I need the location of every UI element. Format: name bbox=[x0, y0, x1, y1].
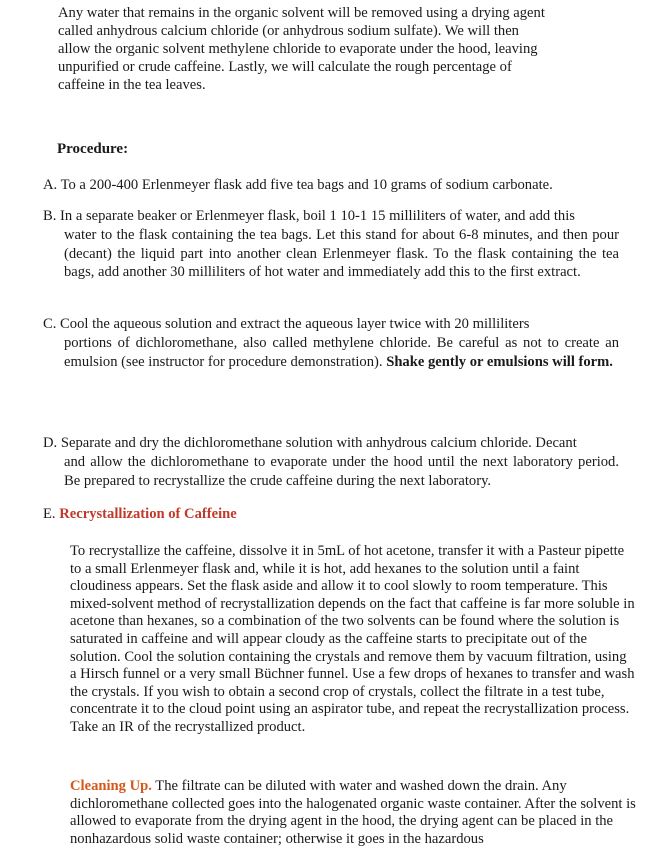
step-text: water to the flask containing the tea bags. Let this stand for about 6-8 minutes, and then pour (decant) the liquid part into another clean Erlenmeyer flask. To the flask containing the tea bags, add another 30 milliliters of hot water and immediately add this to the first extract. bbox=[64, 226, 619, 281]
step-warning: Shake gently or emulsions will form. bbox=[386, 353, 613, 370]
cleaning-text: The filtrate can be diluted with water and washed down the drain. Any dichloromethane collected goes into the halogenated organic waste container. After the solvent is allowed to evaporate from the drying agent in the hood, the drying agent can be placed in the nonhazardous solid waste container; otherwise it goes in the hazardous bbox=[70, 778, 636, 847]
step-letter: C. bbox=[43, 316, 57, 332]
step-letter: A. bbox=[43, 177, 58, 193]
step-first-line: In a separate beaker or Erlenmeyer flask, boil 1 10-1 15 milliliters of water, and add this bbox=[60, 208, 575, 224]
procedure-step-d bbox=[43, 434, 619, 490]
cleaning-label: Cleaning Up. bbox=[70, 778, 152, 794]
procedure-step-a bbox=[43, 176, 619, 195]
section-title-recrystallization: Recrystallization of Caffeine bbox=[59, 506, 237, 522]
step-text bbox=[43, 334, 619, 372]
procedure-step-c bbox=[43, 315, 619, 371]
procedure-heading: Procedure: bbox=[57, 141, 129, 157]
step-letter: D. bbox=[43, 435, 58, 451]
intro-paragraph: Any water that remains in the organic solvent will be removed using a drying agent called anhydrous calcium chloride (or anhydrous sodium sulfate). We will then allow the organic solvent methylene chloride to evaporate under the hood, leaving unpurified or crude caffeine. Lastly, we will calculate the rough percentage of caffeine in the tea leaves. bbox=[58, 5, 545, 93]
step-text: and allow the dichloromethane to evaporate under the hood until the next laboratory period. Be prepared to recrystallize the crude caffeine during the next laboratory. bbox=[64, 453, 619, 489]
cleaning-paragraph bbox=[70, 778, 636, 848]
step-first-line: Cool the aqueous solution and extract the aqueous layer twice with 20 milliliters bbox=[60, 316, 530, 332]
step-letter: E. bbox=[43, 506, 56, 522]
procedure-step-b bbox=[43, 207, 619, 282]
step-first-line: Separate and dry the dichloromethane solution with anhydrous calcium chloride. Decant bbox=[60, 435, 577, 451]
step-text: To a 200-400 Erlenmeyer flask add five tea bags and 10 grams of sodium carbonate. bbox=[60, 177, 553, 193]
recrystallization-paragraph: To recrystallize the caffeine, dissolve it in 5mL of hot acetone, transfer it with a Pasteur pipette to a small Erlenmeyer flask and, while it is hot, add hexanes to the solution until a faint cloudiness appears. Set the flask aside and allow it to cool slowly to room temperature. This mixed-solvent method of recrystallization depends on the fact that caffeine is far more soluble in acetone than hexanes, so a combination of the two solvents can be found where the solution is saturated in caffeine and will appear cloudy as the caffeine starts to precipitate out of the solution. Cool the solution containing the crystals and remove them by vacuum filtration, using a Hirsch funnel or a very small Büchner funnel. Use a few drops of hexanes to transfer and wash the crystals. If you wish to obtain a second crop of crystals, collect the filtrate in a test tube, concentrate it to the cloud point using an aspirator tube, and repeat the recrystallization process. Take an IR of the recrystallized product. bbox=[70, 543, 635, 735]
procedure-step-e bbox=[43, 505, 237, 523]
step-rest: portions of dichloromethane, also called methylene chloride. Be careful as not to create an emulsion (see instructor for procedure demonstration). bbox=[64, 334, 619, 370]
step-letter: B. bbox=[43, 208, 57, 224]
